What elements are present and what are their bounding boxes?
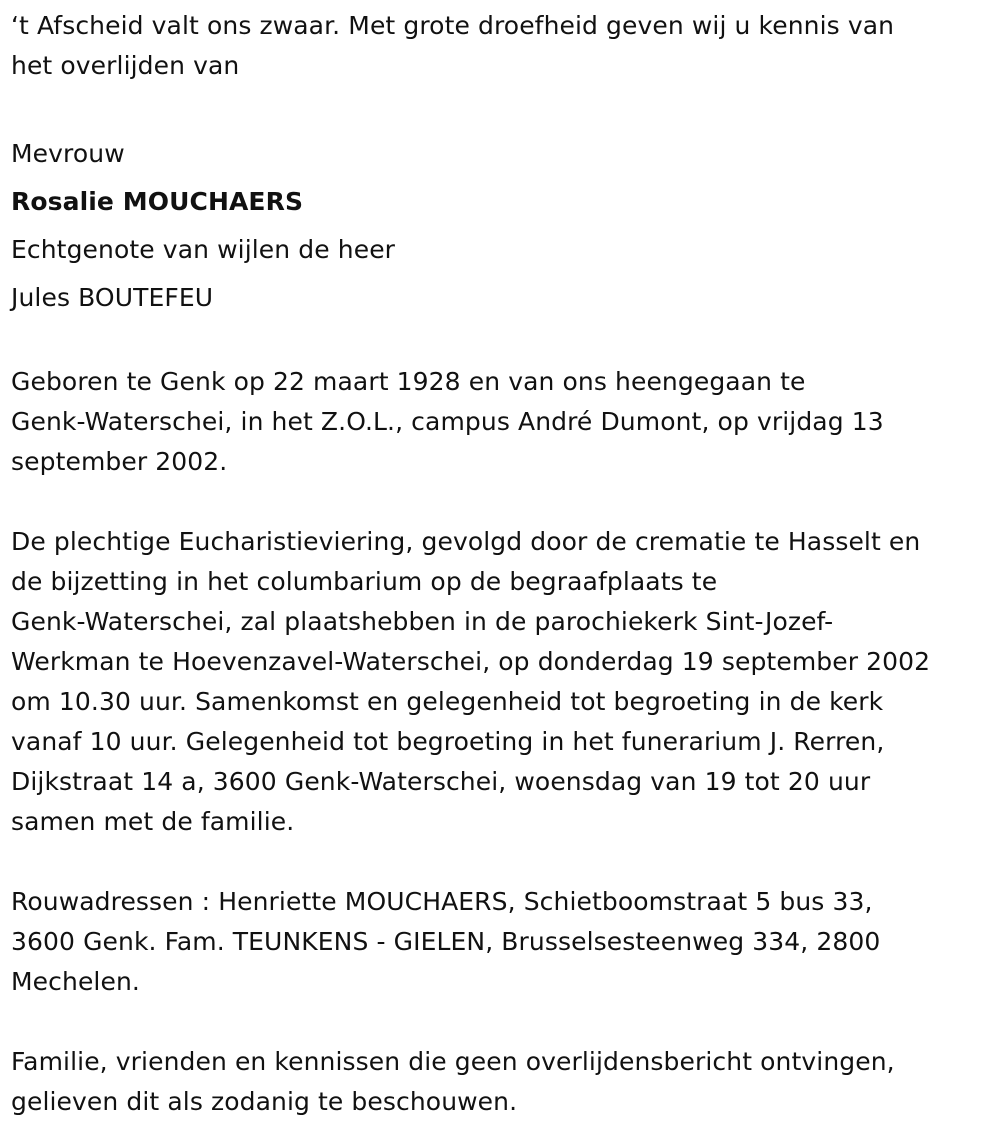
closing-line: Familie, vrienden en kennissen die geen overlijdensbericht ontvingen, [11,1047,895,1076]
deceased-relation: Echtgenote van wijlen de heer [11,235,396,264]
ceremony-line: Werkman te Hoevenzavel-Waterschei, op donderdag 19 september 2002 [11,647,931,676]
birth-line: Geboren te Genk op 22 maart 1928 en van ons heengegaan te [11,367,806,396]
ceremony-line: vanaf 10 uur. Gelegenheid tot begroeting in het funerarium J. Rerren, [11,727,885,756]
address-line: Mechelen. [11,967,140,996]
intro-paragraph [11,6,986,86]
ceremony-line: de bijzetting in het columbarium op de begraafplaats te [11,567,718,596]
ceremony-line: om 10.30 uur. Samenkomst en gelegenheid tot begroeting in de kerk [11,687,884,716]
paragraph-spacer [11,1002,986,1042]
paragraph-spacer [11,86,986,126]
intro-line: het overlijden van [11,51,240,80]
death-notice-document [11,6,986,1122]
deceased-title: Mevrouw [11,139,125,168]
ceremony-line: De plechtige Eucharistieviering, gevolgd door de crematie te Hasselt en [11,527,921,556]
spouse-name: Jules BOUTEFEU [11,283,214,312]
paragraph-spacer [11,482,986,522]
deceased-name: Rosalie MOUCHAERS [11,187,304,216]
intro-line: ‘t Afscheid valt ons zwaar. Met grote droefheid geven wij u kennis van [11,11,895,40]
closing-line: gelieven dit als zodanig te beschouwen. [11,1087,518,1116]
paragraph-spacer [11,842,986,882]
address-line: 3600 Genk. Fam. TEUNKENS - GIELEN, Brusselsesteenweg 334, 2800 [11,927,881,956]
paragraph-spacer [11,322,986,362]
ceremony-paragraph [11,522,986,842]
ceremony-line: samen met de familie. [11,807,295,836]
ceremony-line: Dijkstraat 14 a, 3600 Genk-Waterschei, woensdag van 19 tot 20 uur [11,767,871,796]
ceremony-line: Genk-Waterschei, zal plaatshebben in de parochiekerk Sint-Jozef- [11,607,834,636]
closing-paragraph [11,1042,986,1122]
address-line: Rouwadressen : Henriette MOUCHAERS, Schietboomstraat 5 bus 33, [11,887,873,916]
birth-line: september 2002. [11,447,228,476]
birth-death-paragraph [11,362,986,482]
birth-line: Genk-Waterschei, in het Z.O.L., campus André Dumont, op vrijdag 13 [11,407,884,436]
mourning-addresses-paragraph [11,882,986,1002]
deceased-block [11,130,986,322]
